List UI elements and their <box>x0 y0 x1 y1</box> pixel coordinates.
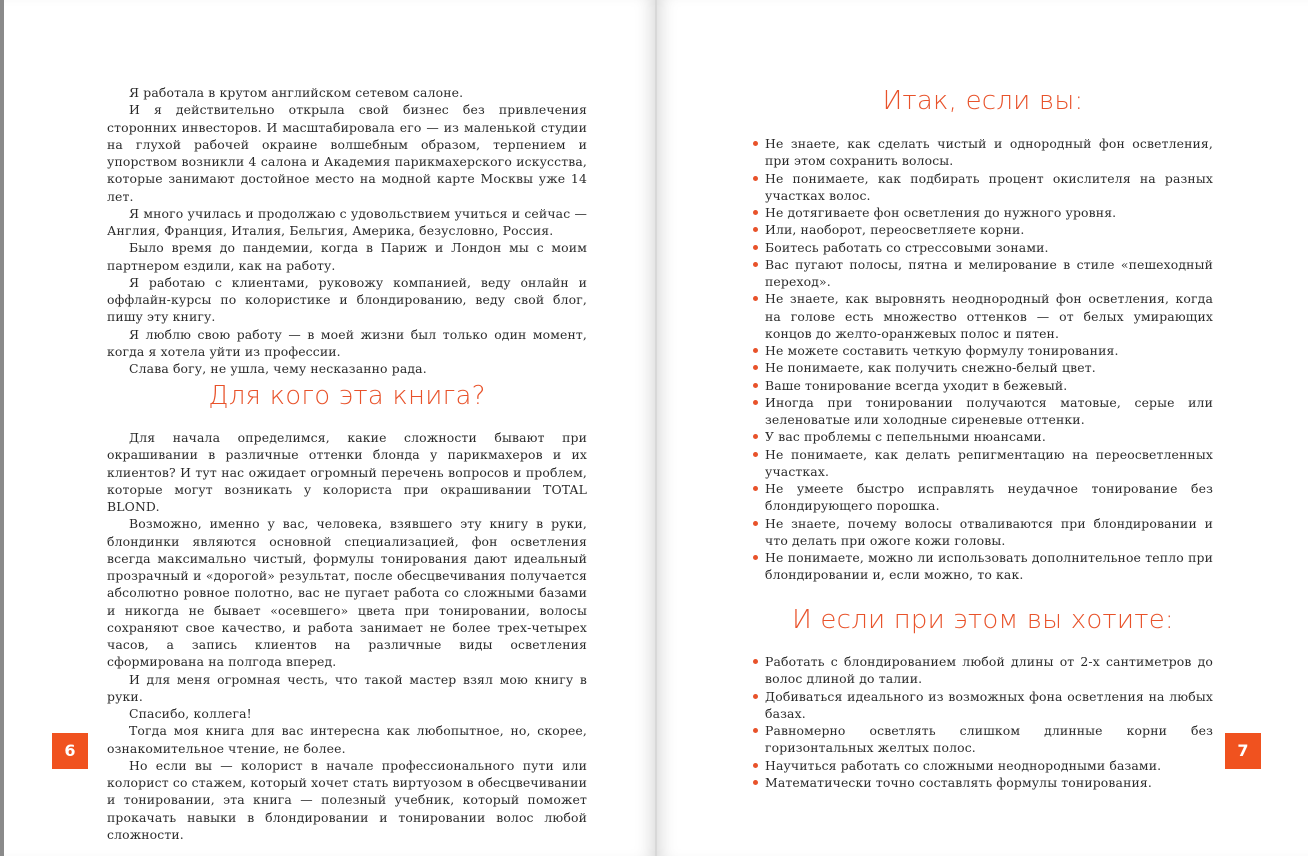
right-page <box>657 0 1308 856</box>
paragraph: Я работаю с клиентами, руковожу компанией, веду онлайн и оффлайн-курсы по колористике и блондированию, веду свой блог, пишу эту книгу. <box>107 274 587 325</box>
bullet-icon <box>753 365 758 370</box>
list-item: Не знаете, почему волосы отваливаются при блондировании и что делать при ожоге кожи головы. <box>753 515 1213 550</box>
paragraph: Я много училась и продолжаю с удовольствием учиться и сейчас — Англия, Франция, Италия, Бельгия, Америка, безусловно, Россия. <box>107 205 587 238</box>
list-item: Или, наоборот, переосветляете корни. <box>753 221 1213 238</box>
list-item: Иногда при тонировании получаются матовые, серые или зеленоватые или холодные сиреневые оттенки. <box>753 394 1213 429</box>
bullet-icon <box>753 383 758 388</box>
bullet-icon <box>753 728 758 733</box>
problems-list <box>753 135 1213 584</box>
goals-list <box>753 653 1213 791</box>
list-item: Научиться работать со сложными неоднородными базами. <box>753 757 1213 774</box>
bullet-icon <box>753 262 758 267</box>
bullet-icon <box>753 780 758 785</box>
bullet-icon <box>753 555 758 560</box>
list-item: Не умеете быстро исправлять неудачное тонирование без блондирующего порошка. <box>753 480 1213 515</box>
list-item: Добиваться идеального из возможных фона осветления на любых базах. <box>753 688 1213 723</box>
list-item: Равномерно осветлять слишком длинные корни без горизонтальных желтых полос. <box>753 722 1213 757</box>
paragraph: Спасибо, коллега! <box>129 706 252 721</box>
list-item: Не знаете, как выровнять неоднородный фон осветления, когда на голове есть множество оттенков — от белых умирающих концов до желто-оранжевых полос и пятен. <box>753 290 1213 342</box>
bullet-icon <box>753 348 758 353</box>
bullet-icon <box>753 486 758 491</box>
list-item: Работать с блондированием любой длины от 2-х сантиметров до волос длиной до талии. <box>753 653 1213 688</box>
paragraph: И я действительно открыла свой бизнес без привлечения сторонних инвесторов. И масштабировала его — из маленькой студии на глухой рабочей окраине волшебным образом, терпением и упорством возникли 4 салона и Академия парикмахерского искусства, которые занимают достойное место на модной карте Москвы уже 14 лет. <box>107 102 587 204</box>
paragraph: Для начала определимся, какие сложности бывают при окрашивании в различные оттенки блонда у парикмахеров и их клиентов? И тут нас ожидает огромный перечень вопросов и проблем, которые могут возникать у колориста при окрашивании TOTAL BLOND. <box>107 430 587 514</box>
list-item: Математически точно составлять формулы тонирования. <box>753 774 1213 791</box>
list-item: Не понимаете, можно ли использовать дополнительное тепло при блондировании и, если можно, то как. <box>753 549 1213 584</box>
paragraph: Слава богу, не ушла, чему несказанно рада. <box>129 361 427 376</box>
list-item: У вас проблемы с пепельными нюансами. <box>753 428 1213 445</box>
paragraph: Но если вы — колорист в начале профессионального пути или колорист со стажем, который хочет стать виртуозом в обесцвечивании и тонировании, эта книга — полезный учебник, который поможет прокачать навыки в блондировании и тонировании волос любой сложности. <box>107 757 587 842</box>
section-heading-if-you: Итак, если вы: <box>882 86 1084 116</box>
paragraph: И для меня огромная честь, что такой мастер взял мою книгу в руки. <box>107 671 587 704</box>
bullet-icon <box>753 763 758 768</box>
section-heading-if-you-want: И если при этом вы хотите: <box>792 605 1174 635</box>
bullet-icon <box>753 176 758 181</box>
list-item: Не понимаете, как делать репигментацию на переосветленных участках. <box>753 446 1213 481</box>
list-item: Не знаете, как сделать чистый и однородный фон осветления, при этом сохранить волосы. <box>753 135 1213 170</box>
bullet-icon <box>753 245 758 250</box>
paragraph: Было время до пандемии, когда в Париж и Лондон мы с моим партнером ездили, как на работу. <box>107 240 587 273</box>
paragraph: Я люблю свою работу — в моей жизни был только один момент, когда я хотела уйти из профессии. <box>107 326 587 359</box>
list-item: Боитесь работать со стрессовыми зонами. <box>753 239 1213 256</box>
paragraph: Тогда моя книга для вас интересна как любопытное, но, скорее, ознакомительное чтение, не более. <box>107 723 587 756</box>
left-page <box>4 0 655 856</box>
list-item: Не можете составить четкую формулу тонирования. <box>753 342 1213 359</box>
section-heading-who-is-book-for: Для кого эта книга? <box>208 381 486 411</box>
book-spread <box>4 0 1308 856</box>
list-item: Не дотягиваете фон осветления до нужного уровня. <box>753 204 1213 221</box>
list-item: Не понимаете, как подбирать процент окислителя на разных участках волос. <box>753 170 1213 205</box>
section-text <box>107 429 587 843</box>
paragraph: Возможно, именно у вас, человека, взявшего эту книгу в руки, блондинки являются основной специализацией, фон осветления всегда максимально чистый, формулы тонирования дают идеальный прозрачный и «дорогой» результат, после обесцвечивания получается абсолютно ровное полотно, вас не пугает работа со сложными базами и никогда не бывает «осевшего» цвета при тонировании, волосы сохраняют свое качество, и работа занимает не более трех-четырех часов, а запись клиентов на различные виды осветления сформирована на полгода вперед. <box>107 516 587 670</box>
page-number-left: 6 <box>52 733 88 769</box>
bullet-icon <box>753 452 758 457</box>
bullet-icon <box>753 227 758 232</box>
bullet-icon <box>753 521 758 526</box>
bullet-icon <box>753 434 758 439</box>
bullet-icon <box>753 210 758 215</box>
bullet-icon <box>753 400 758 405</box>
bullet-icon <box>753 141 758 146</box>
list-item: Ваше тонирование всегда уходит в бежевый. <box>753 377 1213 394</box>
bullet-icon <box>753 296 758 301</box>
list-item: Вас пугают полосы, пятна и мелирование в стиле «пешеходный переход». <box>753 256 1213 291</box>
paragraph: Я работала в крутом английском сетевом салоне. <box>129 85 464 100</box>
bullet-icon <box>753 694 758 699</box>
intro-text <box>107 84 587 377</box>
list-item: Не понимаете, как получить снежно-белый цвет. <box>753 359 1213 376</box>
bullet-icon <box>753 659 758 664</box>
page-number-right: 7 <box>1225 733 1261 769</box>
